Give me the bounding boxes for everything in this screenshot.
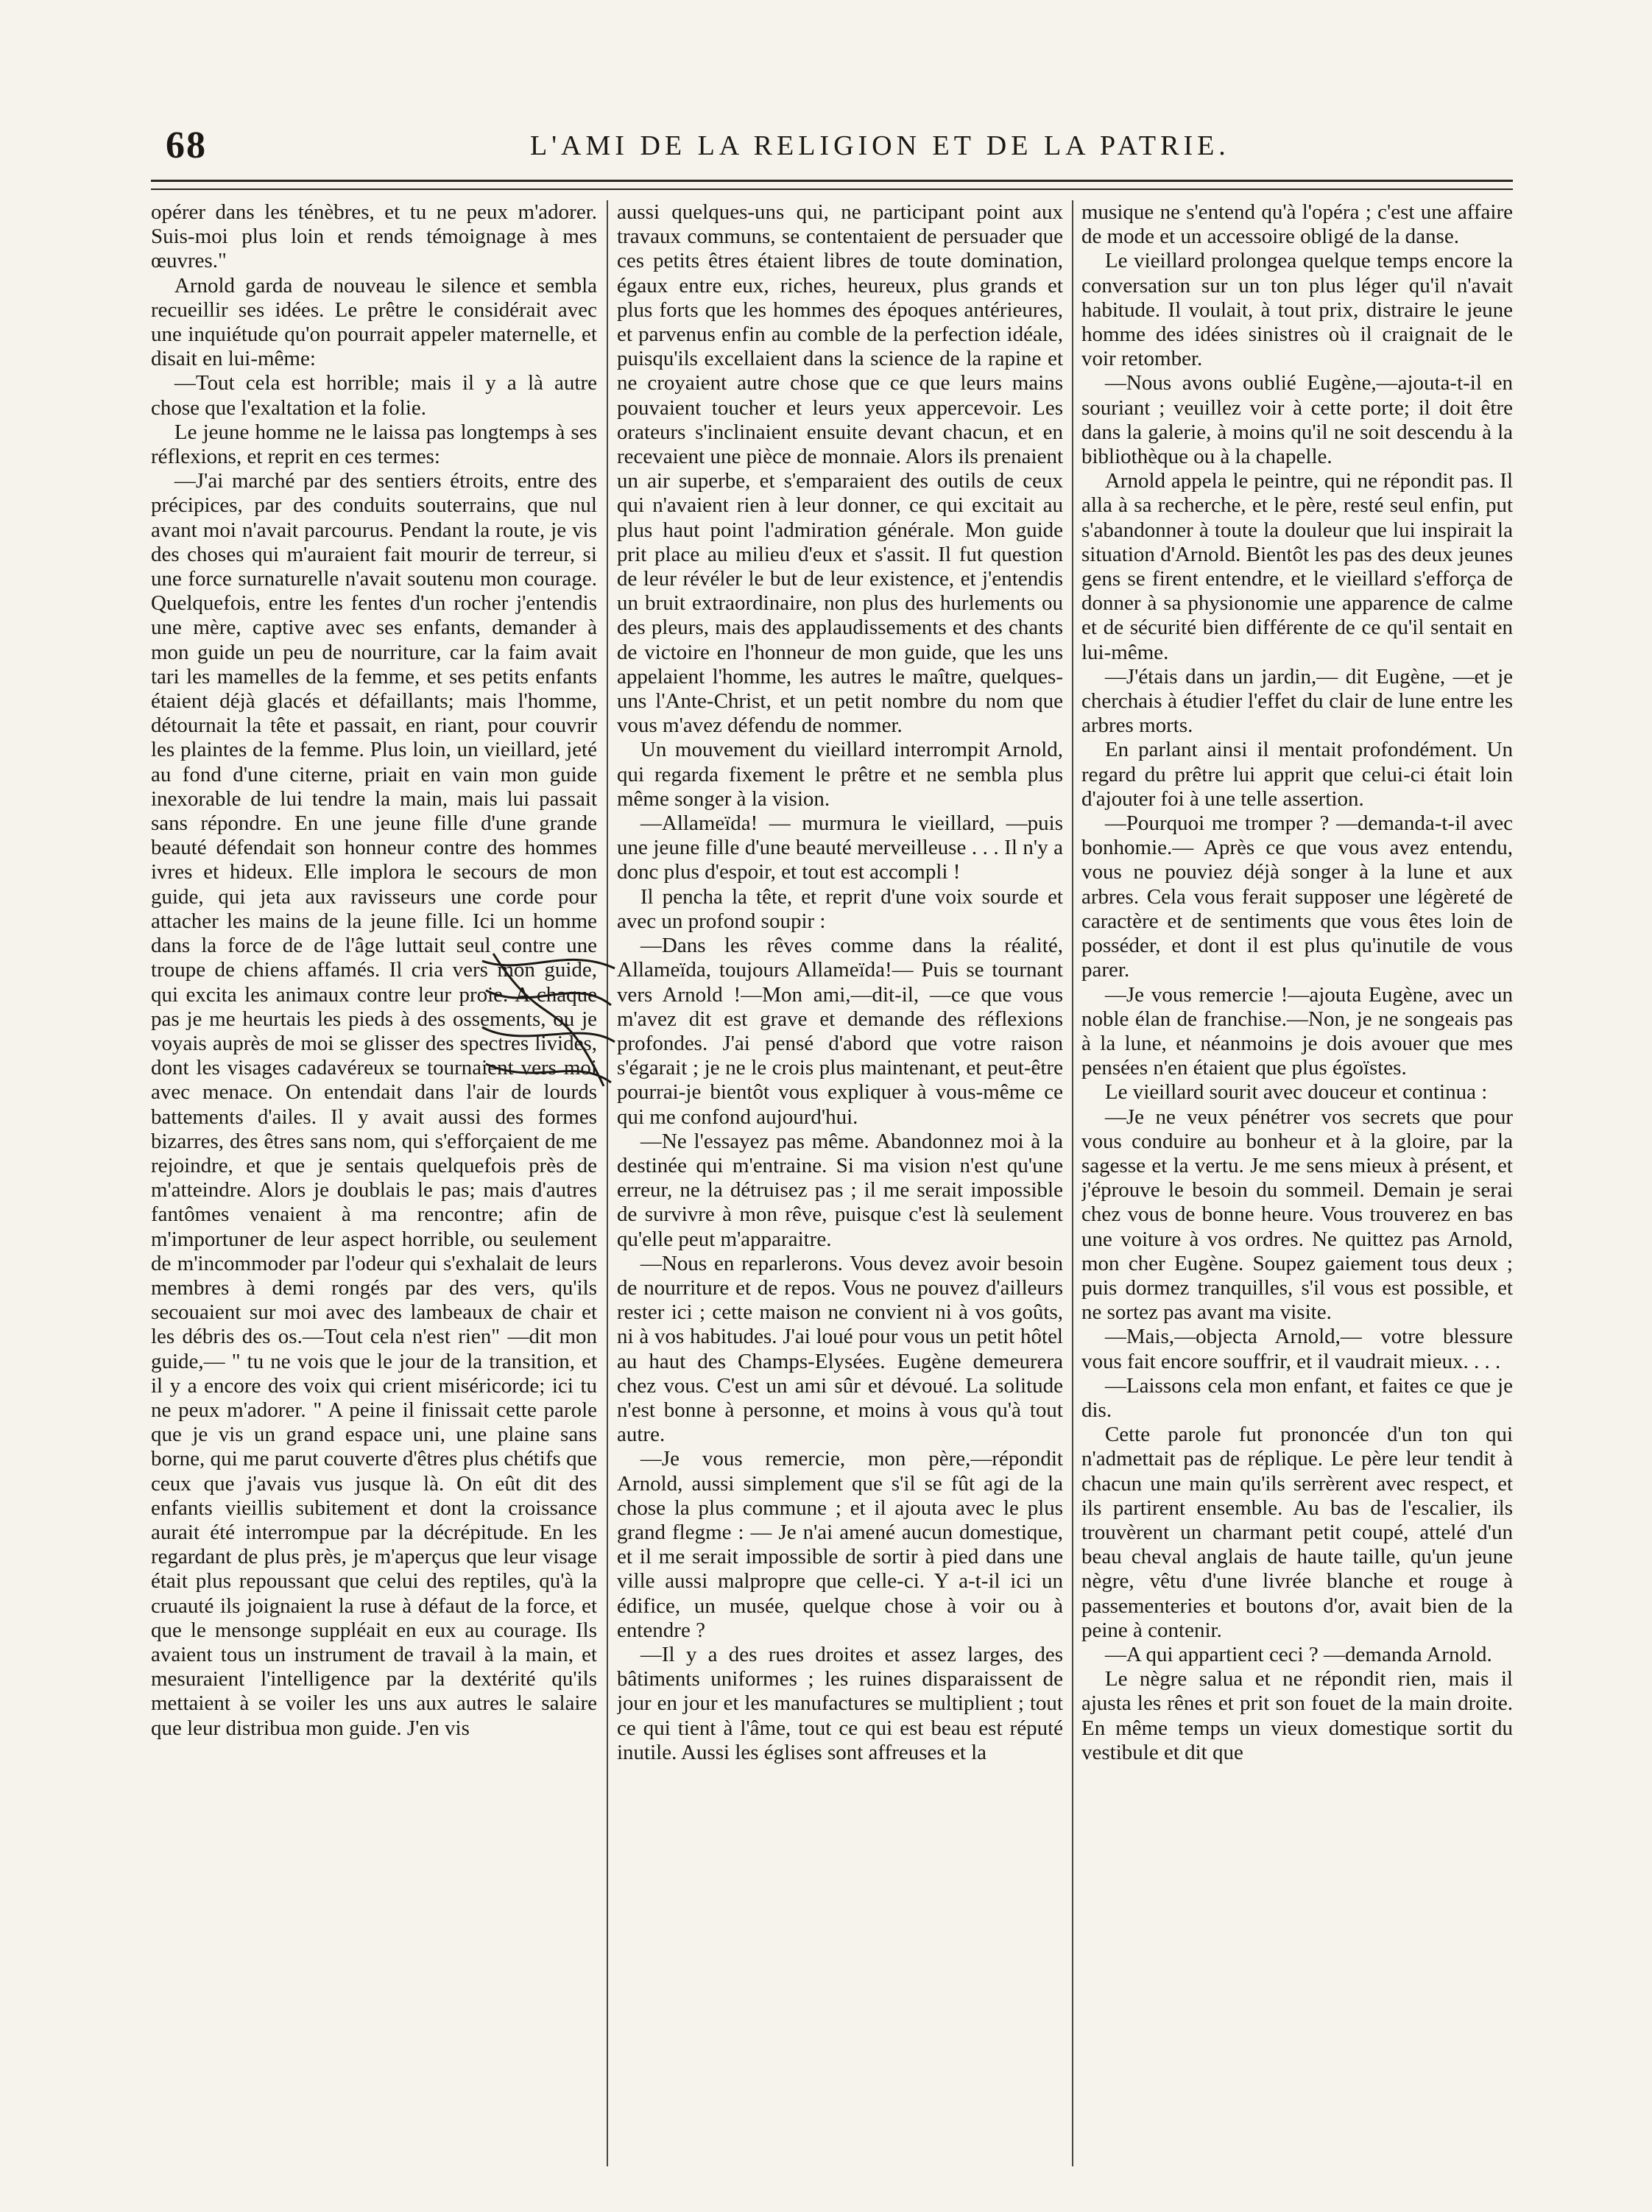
- paragraph: Cette parole fut prononcée d'un ton qui n'admettait pas de réplique. Le père leur tendit à chacun une main qu'ils serrèrent avec respect, et ils partirent ensemble. Au bas de l'escalier, ils trouvèrent un charmant petit coupé, attelé d'un beau cheval anglais de haute taille, qu'un jeune nègre, vêtu d'une livrée blanche et rouge à passementeries et boutons d'or, avait bien de la peine à contenir.: [1081, 1423, 1513, 1642]
- paragraph: Arnold garda de nouveau le silence et sembla recueillir ses idées. Le prêtre le considérait avec une inquiétude qu'on pourrait appeler maternelle, et disait en lui-même:: [151, 273, 597, 371]
- paragraph: —Je vous remercie, mon père,—répondit Arnold, aussi simplement que s'il se fût agi de la chose la plus commune ; et il ajouta avec le plus grand flegme : — Je n'ai amené aucun domestique, et il me serait impossible de sortir à pied dans une ville aussi malpropre que celle-ci. Y a-t-il ici un édifice, un musée, quelque chose à voir ou à entendre ?: [617, 1447, 1063, 1642]
- paragraph: Le vieillard sourit avec douceur et continua :: [1104, 1080, 1488, 1105]
- column-2: [617, 200, 1063, 2174]
- text-columns: [151, 200, 1513, 2174]
- paragraph: —Allameïda! — murmura le vieillard, —puis une jeune fille d'une beauté merveilleuse . . . Il n'y a donc plus d'espoir, et tout est accompli !: [617, 811, 1063, 884]
- header-rule: [151, 180, 1513, 182]
- paragraph: —A qui appartient ceci ? —demanda Arnold.: [1104, 1642, 1492, 1666]
- strikethrough-scribble: [479, 946, 618, 1093]
- running-title: L'AMI DE LA RELIGION ET DE LA PATRIE.: [530, 130, 1230, 161]
- paragraph: —Ne l'essayez pas même. Abandonnez moi à la destinée qui m'entraine. Si ma vision n'est qu'une erreur, ne la détruisez pas ; il me serait impossible de survivre à mon rêve, puisque c'est là seulement qu'elle peut m'apparaitre.: [617, 1129, 1063, 1251]
- paragraph: —Pourquoi me tromper ? —demanda-t-il avec bonhomie.— Après ce que vous avez entendu, vous ne pouviez déjà songer à la lune et aux arbres. Cela vous ferait supposer une légèreté de caractère et de sentiments que vous êtes loin de posséder, et dont il est plus qu'inutile de vous parer.: [1081, 811, 1513, 982]
- paragraph: —Je ne veux pénétrer vos secrets que pour vous conduire au bonheur et à la gloire, par la sagesse et la vertu. Je me sens mieux à présent, et j'éprouve le besoin du sommeil. Demain je serai chez vous de bonne heure. Vous trouverez en bas une voiture à vos ordres. Ne quittez pas Arnold, mon cher Eugène. Soupez gaiement tous deux ; puis dormez tranquilles, s'il vous est possible, et ne sortez pas avant ma visite.: [1081, 1105, 1513, 1325]
- paragraph: Le nègre salua et ne répondit rien, mais il ajusta les rênes et prit son fouet de la main droite. En même temps un vieux domestique sortit du vestibule et dit que: [1081, 1667, 1513, 1764]
- paragraph: —Mais,—objecta Arnold,— votre blessure vous fait encore souffrir, et il vaudrait mieux. . . .: [1081, 1325, 1513, 1373]
- paragraph: —Tout cela est horrible; mais il y a là autre chose que l'exaltation et la folie.: [151, 371, 597, 420]
- paragraph: —Laissons cela mon enfant, et faites ce que je dis.: [1081, 1373, 1513, 1422]
- paragraph: Le jeune homme ne le laissa pas longtemps à ses réflexions, et reprit en ces termes:: [151, 420, 597, 469]
- paragraph: En parlant ainsi il mentait profondément. Un regard du prêtre lui apprit que celui-ci était loin d'ajouter foi à une telle assertion.: [1081, 738, 1513, 811]
- paragraph: Arnold appela le peintre, qui ne répondit pas. Il alla à sa recherche, et le père, resté seul enfin, put s'abandonner à toute la douleur que lui inspirait la situation d'Arnold. Bientôt les pas des deux jeunes gens se firent entendre, et le vieillard s'efforça de donner à sa physionomie une apparence de calme et de sécurité bien différente de ce qu'il sentait en lui-même.: [1081, 469, 1513, 664]
- paragraph: —Nous avons oublié Eugène,—ajouta-t-il en souriant ; veuillez voir à cette porte; il doit être dans la galerie, à moins qu'il ne soit descendu à la bibliothèque ou à la chapelle.: [1081, 371, 1513, 469]
- paragraph: —Dans les rêves comme dans la réalité, Allameïda, toujours Allameïda!— Puis se tournant vers Arnold !—Mon ami,—dit-il, —ce que vous m'avez dit est grave et demande des réflexions profondes. J'ai pensé d'abord que votre raison s'égarait ; je ne le crois plus maintenant, et peut-être pourrai-je bientôt vous expliquer à vous-même ce qui me confond aujourd'hui.: [617, 934, 1063, 1129]
- paragraph: musique ne s'entend qu'à l'opéra ; c'est une affaire de mode et un accessoire obligé de la danse.: [1081, 200, 1513, 249]
- paragraph: Il pencha la tête, et reprit d'une voix sourde et avec un profond soupir :: [617, 884, 1063, 933]
- paragraph: aussi quelques-uns qui, ne participant point aux travaux communs, se contentaient de persuader que ces petits êtres étaient libres de toute domination, égaux entre eux, riches, heureux, plus grands et plus forts que les hommes des époques antérieures, et parvenus enfin au comble de la perfection idéale, puisqu'ils excellaient dans la science de la rapine et ne croyaient autre chose que ce que leurs mains pouvaient toucher et leurs yeux appercevoir. Les orateurs s'inclinaient ensuite devant chacun, et en recevaient une pièce de monnaie. Alors ils prenaient un air superbe, et s'emparaient des outils de ceux qui n'avaient rien à leur donner, ce qui excitait au plus haut point l'admiration générale. Mon guide prit place au milieu d'eux et s'assit. Il fut question de leur révéler le but de leur existence, et j'entendis un bruit extraordinaire, non plus des hurlements ou des pleurs, mais des applaudissements et des chants de victoire en l'honneur de mon guide, que les uns appelaient l'homme, les autres le maître, quelques-uns l'Ante-Christ, et un petit nombre du nom que vous m'avez défendu de nommer.: [617, 200, 1063, 738]
- header-rule-thin: [151, 189, 1513, 190]
- paragraph: Un mouvement du vieillard interrompit Arnold, qui regarda fixement le prêtre et ne sembla plus même songer à la vision.: [617, 738, 1063, 811]
- page-number: 68: [166, 124, 207, 166]
- paragraph: —J'étais dans un jardin,— dit Eugène, —et je cherchais à étudier l'effet du clair de lune entre les arbres morts.: [1081, 664, 1513, 738]
- paragraph: —J'ai marché par des sentiers étroits, entre des précipices, par des conduits souterrains, que nul avant moi n'avait parcourus. Pendant la route, je vis des choses qui m'auraient fait mourir de terreur, si une force surnaturelle n'avait soutenu mon courage. Quelquefois, entre les fentes d'un rocher j'entendis une mère, captive avec ses enfants, demander à mon guide un peu de nourriture, car la faim avait tari les mamelles de la femme, et ses petits enfants étaient déjà glacés et défaillants; mais l'homme, détournait la tête et passait, en riant, pour couvrir les plaintes de la femme. Plus loin, un vieillard, jeté au fond d'une citerne, priait en vain mon guide inexorable de lui tendre la main, mais lui passait sans répondre. En une jeune fille d'une grande beauté défendait son honneur contre des hommes ivres et hideux. Elle implora le secours de mon guide, qui jeta aux ravisseurs une corde pour attacher les mains de la jeune fille. Ici un homme dans la force de de l'âge luttait seul contre une troupe de chiens affamés. Il cria vers mon guide, qui excita les animaux contre leur proie. A chaque pas je me heurtais les pieds à des ossements, ou je voyais auprès de moi se glisser des spectres livides, dont les visages cadavéreux se tournaient vers moi avec menace. On entendait dans l'air de lourds battements d'ailes. Il y avait aussi des formes bizarres, des êtres sans nom, qui s'efforçaient de me rejoindre, et que je sentais quelquefois près de m'atteindre. Alors je doublais le pas; mais d'autres fantômes venaient à ma rencontre; afin de m'importuner de leur aspect horrible, ou seulement de m'incommoder par l'odeur qui s'exhalait de leurs membres à demi rongés par des vers, qu'ils secouaient sur moi avec des lambeaux de chair et les débris des os.—Tout cela n'est rien" —dit mon guide,— " tu ne vois que le jour de la transition, et il y a encore des voix qui crient miséricorde; ici tu ne peux m'adorer. " A peine il finissait cette parole que je vis un grand espace uni, une plaine sans borne, qui me parut couverte d'êtres plus chétifs que ceux que j'avais vus jusque là. On eût dit des enfants vieillis subitement et dont la croissance aurait été interrompue par la décrépitude. En les regardant de plus près, je m'aperçus que leur visage était plus repoussant que celui des reptiles, qu'à la cruauté ils joignaient la ruse à défaut de la force, et que le mensonge suppléait en eux au courage. Ils avaient tous un instrument de travail à la main, et mesuraient l'intelligence par la dextérité qu'ils mettaient à se voiler les uns aux autres le salaire que leur distribua mon guide. J'en vis: [151, 469, 597, 1740]
- paragraph: opérer dans les ténèbres, et tu ne peux m'adorer. Suis-moi plus loin et rends témoignage à mes œuvres.": [151, 200, 597, 273]
- column-1: [151, 200, 597, 2174]
- paragraph: Le vieillard prolongea quelque temps encore la conversation sur un ton plus léger qu'il n'avait habitude. Il voulait, à tout prix, distraire le jeune homme des idées sinistres où il craignait de le voir retomber.: [1081, 249, 1513, 371]
- page-header: [0, 124, 1652, 183]
- column-3: [1081, 200, 1513, 2174]
- paragraph: —Je vous remercie !—ajouta Eugène, avec un noble élan de franchise.—Non, je ne songeais pas à la lune, et néanmoins je dois avouer que mes pensées n'en étaient que plus égoïstes.: [1081, 982, 1513, 1080]
- paragraph: —Nous en reparlerons. Vous devez avoir besoin de nourriture et de repos. Vous ne pouvez d'ailleurs rester ici ; cette maison ne convient ni à vos goûts, ni à vos habitudes. J'ai loué pour vous un petit hôtel au haut des Champs-Elysées. Eugène demeurera chez vous. C'est un ami sûr et dévoué. La solitude n'est bonne à personne, et moins à vous qu'à tout autre.: [617, 1251, 1063, 1447]
- paragraph: —Il y a des rues droites et assez larges, des bâtiments uniformes ; les ruines disparaissent de jour en jour et les manufactures se multiplient ; tout ce qui tient à l'âme, tout ce qui est beau est réputé inutile. Aussi les églises sont affreuses et la: [617, 1642, 1063, 1764]
